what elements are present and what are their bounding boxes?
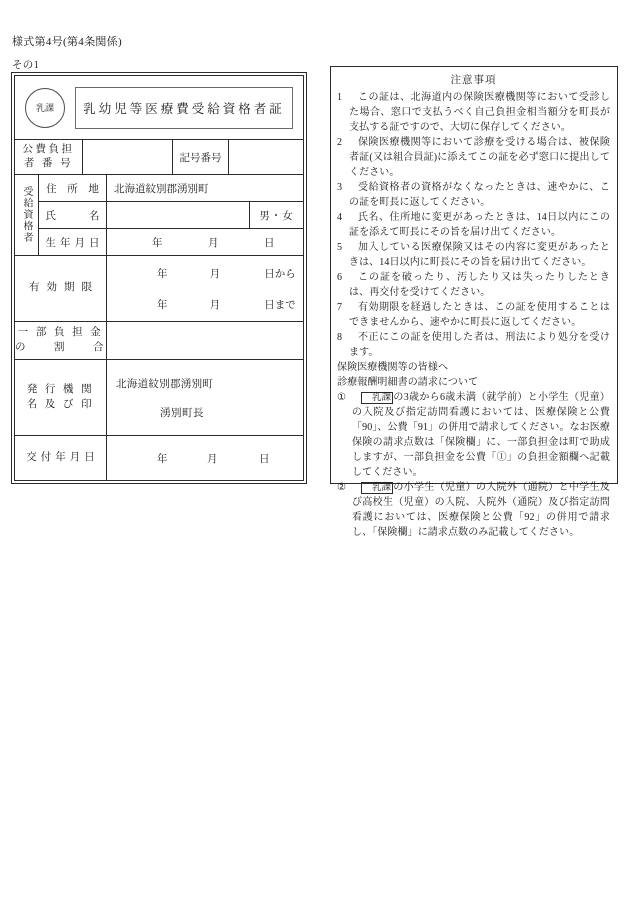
public-expense-row: [15, 140, 303, 175]
note-number: 5: [337, 241, 342, 253]
note-number: 2: [337, 136, 342, 148]
recipient-block: [15, 175, 303, 256]
validity-period-label: 有効期限: [15, 256, 107, 321]
note-number: 7: [337, 301, 342, 313]
public-expense-number-label: [15, 140, 83, 174]
public-expense-label-line2: 者 番 号: [23, 158, 74, 169]
nyuuka-tag: 乳課: [361, 392, 393, 404]
nyuuka-tag: 乳課: [361, 482, 393, 494]
note-text: 氏名、住所地に変更があったときは、14日以内にこの証を添えて町長にその旨を届け出てください。: [349, 211, 610, 238]
certificate-inner-frame: [14, 75, 304, 481]
symbol-number-label: 記号番号: [173, 140, 229, 174]
validity-from-day: 日から: [264, 268, 296, 280]
note-text: 加入している医療保険又はその内容に変更があったときは、14日以内に町長にその旨を届け出てください。: [349, 241, 610, 268]
name-label: 氏 名: [39, 202, 107, 228]
note-number: 4: [337, 211, 342, 223]
note-item: [337, 210, 610, 240]
note-text: この証を破ったり、汚したり又は失ったりしたときは、再交付を受けてください。: [349, 271, 610, 298]
issue-date-row: [15, 436, 303, 480]
note-text: 受給資格者の資格がなくなったときは、速やかに、この証を町長に返してください。: [349, 181, 610, 208]
validity-from-year: 年: [157, 268, 168, 280]
claim-text: [352, 390, 610, 480]
birth-day-unit: 日: [264, 237, 275, 249]
public-expense-label-line1: 公費負担: [22, 143, 75, 155]
validity-to-day: 日まで: [264, 299, 296, 311]
note-number: 6: [337, 271, 342, 283]
issuer-value: [107, 360, 303, 435]
sex-selector[interactable]: 男・女: [249, 202, 303, 228]
note-item: [337, 300, 610, 330]
issue-date-year: 年: [157, 453, 168, 465]
issue-date-value[interactable]: [107, 436, 303, 480]
validity-to-month: 月: [209, 299, 221, 311]
note-number: 8: [337, 331, 342, 343]
issue-date-label: 交付年月日: [15, 436, 107, 480]
symbol-number-value[interactable]: [229, 140, 303, 174]
claim-item: [337, 480, 610, 540]
issuer-row: [15, 360, 303, 436]
recipient-vertical-label: [15, 175, 39, 255]
note-number: 1: [337, 91, 342, 103]
note-text: 有効期限を経過したときは、この証を使用することはできませんから、速やかに町長に返してください。: [349, 301, 610, 328]
copayment-label-line1: 一 部 負 担 金: [17, 327, 104, 339]
copayment-ratio-label: [15, 322, 107, 359]
validity-period-value[interactable]: [107, 256, 303, 321]
note-item: [337, 90, 610, 135]
notes-panel: [330, 66, 618, 538]
note-item: [337, 135, 610, 180]
form-part-label: その1: [12, 60, 40, 71]
birthdate-row: [39, 229, 303, 255]
certificate-card: [11, 72, 307, 484]
notes-title: 注意事項: [450, 75, 497, 86]
copayment-label-line2: の 割 合: [15, 341, 106, 353]
notes-section-heading-2: 診療報酬明細書の請求について: [337, 376, 479, 388]
issuer-label: [15, 360, 107, 435]
birthdate-value[interactable]: [107, 229, 303, 255]
name-row: [39, 202, 303, 229]
notes-section-heading-1: 保険医療機関等の皆様へ: [337, 361, 449, 373]
issuer-label-line1: 発 行 機 関: [26, 384, 95, 396]
note-text: 保険医療機関等において診療を受ける場合は、被保険者証(又は組合員証)に添えてこの証を必ず窓口に提出してください。: [349, 136, 610, 178]
note-item: [337, 240, 610, 270]
form-number-label: 様式第4号(第4条関係): [12, 36, 122, 48]
seal-stamp-icon: 乳課: [25, 88, 65, 128]
copayment-ratio-row: [15, 322, 303, 360]
issuer-label-line2: 名 及 び 印: [26, 398, 95, 410]
validity-to-year: 年: [157, 299, 168, 311]
validity-to-line: [157, 297, 296, 312]
issue-date-month: 月: [207, 453, 218, 465]
address-label: 住 所 地: [39, 175, 107, 201]
issuer-mayor: 湧別町長: [160, 407, 204, 419]
note-number: 3: [337, 181, 342, 193]
copayment-ratio-value[interactable]: [107, 322, 303, 359]
certificate-title: 乳幼児等医療費受給資格者証: [75, 87, 293, 129]
birth-month-unit: 月: [208, 237, 219, 249]
validity-from-line: [157, 266, 296, 281]
claim-body: の小学生（児童）の入院外（通院）と中学生及び高校生（児童）の入院、入院外（通院）及び指定訪問看護においては、医療保険と公費「92」の併用で請求し、「保険欄」に請求点数のみ記載してください。: [352, 481, 610, 538]
claim-item: [337, 390, 610, 480]
recipient-vertical-label-text: 受給資格者: [21, 186, 32, 244]
birth-year-unit: 年: [152, 237, 163, 249]
note-text: この証は、北海道内の保険医療機関等において受診した場合、窓口で支払うべく自己負担金相当額分を町長が支払する証ですので、大切に保存してください。: [349, 91, 610, 133]
note-item: [337, 270, 610, 300]
name-value[interactable]: [107, 202, 249, 228]
recipient-rows: [39, 175, 303, 255]
note-item: [337, 330, 610, 360]
claim-number: ②: [337, 481, 346, 493]
address-value[interactable]: 北海道紋別郡湧別町: [114, 183, 209, 195]
birthdate-label: 生年月日: [39, 229, 107, 255]
issue-date-day: 日: [259, 453, 270, 465]
certificate-title-band: [15, 76, 303, 140]
note-item: [337, 180, 610, 210]
claim-number: ①: [337, 391, 346, 403]
validity-period-row: [15, 256, 303, 322]
public-expense-number-value[interactable]: [83, 140, 173, 174]
claim-body: の3歳から6歳未満（就学前）と小学生（児童）の入院及び指定訪問看護においては、医療保険と公費「90」、公費「91」の併用で請求してください。なお医療保険の請求点数は「保険欄」に、一部負担金は町で助成しますが、一部負担金を公費「①」の負担金額欄へ記載してください。: [352, 391, 610, 478]
birthdate-ymd: [114, 235, 296, 250]
issuer-organization: 北海道紋別郡湧別町: [116, 378, 214, 390]
claim-text: [352, 480, 610, 540]
address-row: [39, 175, 303, 202]
validity-from-month: 月: [209, 268, 221, 280]
note-text: 不正にこの証を使用した者は、刑法により処分を受けます。: [349, 331, 610, 358]
